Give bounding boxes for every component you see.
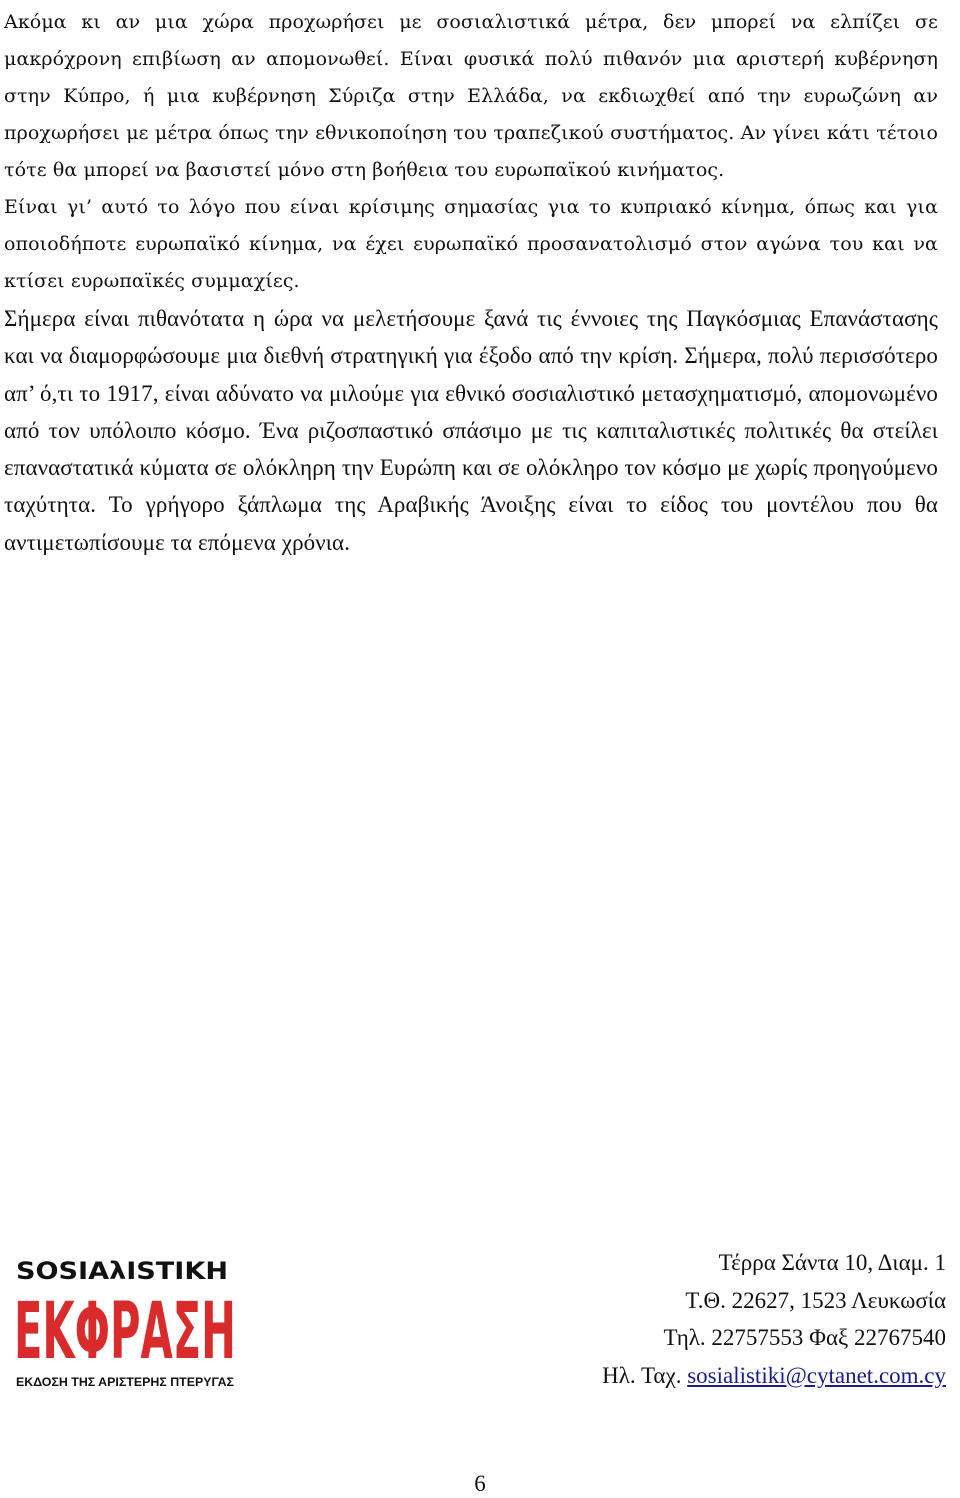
paragraph-3: Σήμερα είναι πιθανότατα η ώρα να μελετήσουμε ξανά τις έννοιες της Παγκόσμιας Επανάστασης και να διαμορφώσουμε μια διεθνή στρατηγική για έξοδο από την κρίση. Σήμερα, πολύ περισσότερο απ’ ό,τι το 1917, είναι αδύνατο να μιλούμε για εθνικό σοσιαλιστικό μετασχηματισμό, απομονωμένο από τον υπόλοιπο κόσμο. Ένα ριζοσπαστικό σπάσιμο με τις καπιταλιστικές πολιτικές θα στείλει επαναστατικά κύματα σε ολόκληρη την Ευρώπη και σε ολόκληρο τον κόσμο με χωρίς προηγούμενο ταχύτητα. Το γρήγορο ξάπλωμα της Αραβικής Άνοιξης είναι το είδος του μοντέλου που θα αντιμετωπίσουμε τα επόμενα χρόνια. (4, 306, 938, 555)
logo-top-word: SOSIAλISTIKH (16, 1257, 228, 1285)
body-text (4, 0, 938, 561)
contact-block (426, 1244, 946, 1394)
address: Τέρρα Σάντα 10, Διαμ. 1 (718, 1250, 946, 1275)
publication-logo (14, 1256, 236, 1390)
paragraph-2: Είναι γι’ αυτό το λόγο που είναι κρίσιμης σημασίας για το κυπριακό κίνημα, όπως και για οποιοδήποτε ευρωπαϊκό κίνημα, να έχει ευρωπαϊκό προσανατολισμό στον αγώνα του και να κτίσει ευρωπαϊκές συμμαχίες. (4, 196, 938, 292)
email-label: Ηλ. Ταχ. (602, 1362, 682, 1388)
logo-main-word: ΕΚΦΡΑΣΗ (14, 1287, 236, 1377)
paragraph-1: Ακόμα κι αν μια χώρα προχωρήσει με σοσιαλιστικά μέτρα, δεν μπορεί να ελπίζει σε μακρόχρονη επιβίωση αν απομονωθεί. Είναι φυσικά πολύ πιθανόν μια αριστερή κυβέρνηση στην Κύπρο, ή μια κυβέρνηση Σύριζα στην Ελλάδα, να εκδιωχθεί από την ευρωζώνη αν προχωρήσει με μέτρα όπως την εθνικοποίηση του τραπεζικού συστήματος. Αν γίνει κάτι τέτοιο τότε θα μπορεί να βασιστεί μόνο στη βοήθεια του ευρωπαϊκού κινήματος. (4, 11, 938, 181)
logo-tagline: ΕΚΔΟΣΗ ΤΗΣ ΑΡΙΣΤΕΡΗΣ ΠΤΕΡΥΓΑΣ (16, 1375, 235, 1389)
page-number: 6 (474, 1471, 486, 1496)
email-link[interactable]: sosialistiki@cytanet.com.cy (687, 1362, 946, 1388)
email-line (426, 1357, 946, 1395)
po-box: Τ.Θ. 22627, 1523 Λευκωσία (685, 1287, 946, 1313)
phone-fax: Τηλ. 22757553 Φαξ 22767540 (663, 1325, 946, 1350)
